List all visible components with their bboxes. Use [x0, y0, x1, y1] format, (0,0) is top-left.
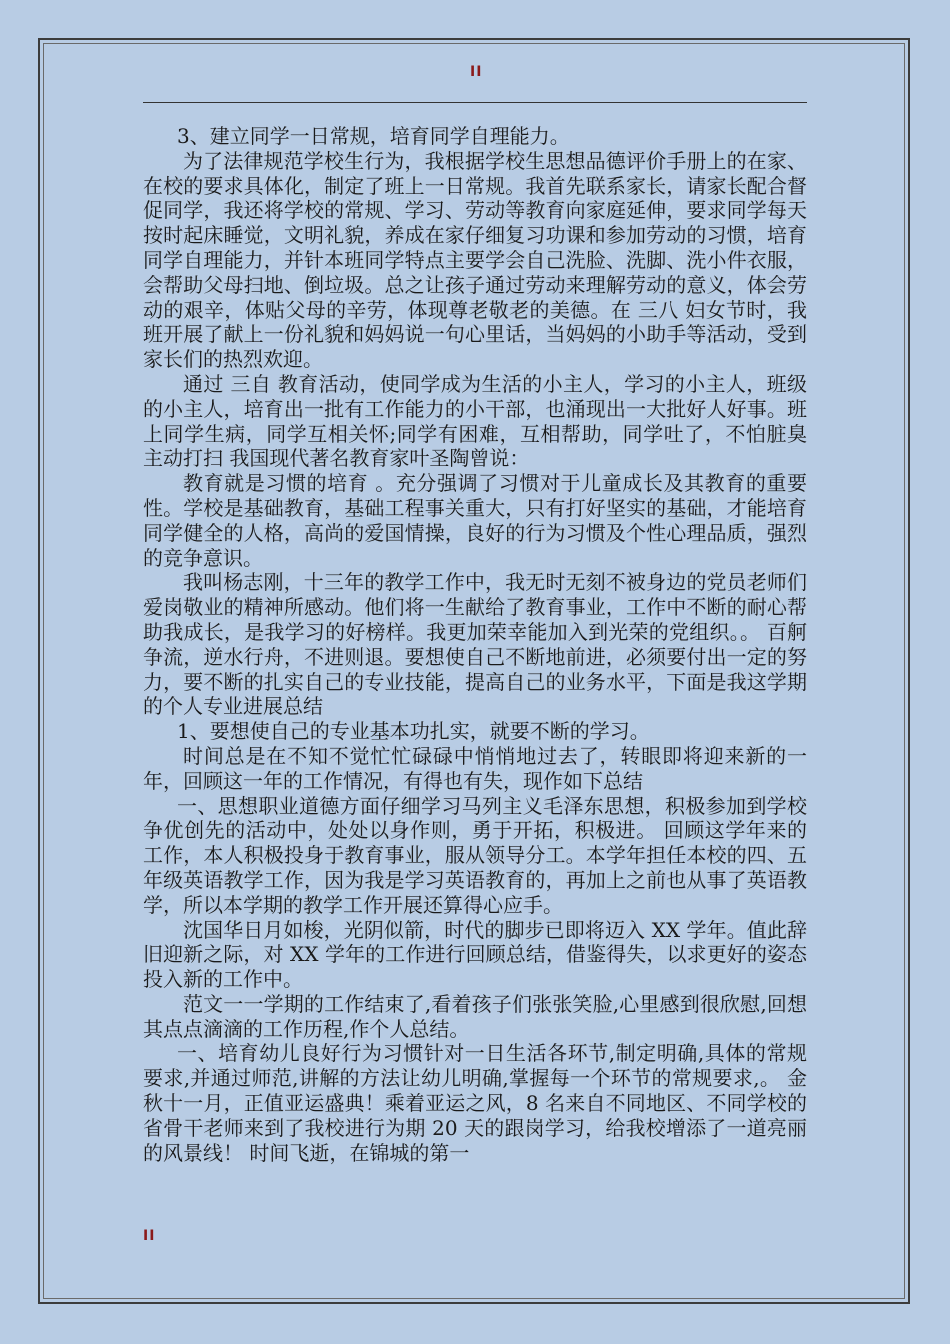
- paragraph: 沈国华日月如梭，光阴似箭，时代的脚步已即将迈入 XX 学年。值此辞旧迎新之际，对 XX 学年的工作进行回顾总结，借鉴得失，以求更好的姿态投入新的工作中。: [143, 917, 807, 992]
- paragraph: 一、培育幼儿良好行为习惯针对一日生活各环节,制定明确,具体的常规要求,并通过师范,讲解的方法让幼儿明确,掌握每一个环节的常规要求,。 金秋十一月，正值亚运盛典！乘着亚运之风，8 名来自不同地区、不同学校的省骨干老师来到了我校进行为期 20 天的跟岗学习，给我校增添了一道亮丽的风景线！ 时间飞逝，在锦城的第一: [143, 1041, 807, 1165]
- paragraph: 我叫杨志刚，十三年的教学工作中，我无时无刻不被身边的党员老师们爱岗敬业的精神所感动。他们将一生献给了教育事业，工作中不断的耐心帮助我成长，是我学习的好榜样。我更加荣幸能加入到光荣的党组织。。 百舸争流，逆水行舟，不进则退。要想使自己不断地前进，必须要付出一定的努力，要不断的扎实自己的专业技能，提高自己的业务水平，下面是我这学期的个人专业进展总结: [143, 570, 807, 719]
- header-mark: II: [470, 64, 483, 80]
- paragraph: 教育就是习惯的培育 。充分强调了习惯对于儿童成长及其教育的重要性。学校是基础教育，基础工程事关重大，只有打好坚实的基础，才能培育同学健全的人格，高尚的爱国情操，良好的行为习惯及个性心理品质，强烈的竞争意识。: [143, 471, 807, 570]
- footer-mark: II: [143, 1228, 156, 1244]
- header-rule: [143, 102, 807, 103]
- paragraph: 时间总是在不知不觉忙忙碌碌中悄悄地过去了，转眼即将迎来新的一年，回顾这一年的工作情况，有得也有失，现作如下总结: [143, 743, 807, 793]
- paragraph: 为了法律规范学校生行为，我根据学校生思想品德评价手册上的在家、在校的要求具体化，制定了班上一日常规。我首先联系家长，请家长配合督促同学，我还将学校的常规、学习、劳动等教育向家庭延伸，要求同学每天按时起床睡觉，文明礼貌，养成在家仔细复习功课和参加劳动的习惯，培育同学自理能力，并针本班同学特点主要学会自己洗脸、洗脚、洗小件衣服，会帮助父母扫地、倒垃圾。总之让孩子通过劳动来理解劳动的意义，体会劳动的艰辛，体贴父母的辛劳，体现尊老敬老的美德。在 三八 妇女节时，我班开展了献上一份礼貌和妈妈说一句心里话，当妈妈的小助手等活动，受到家长们的热烈欢迎。: [143, 148, 807, 372]
- paragraph: 通过 三自 教育活动，使同学成为生活的小主人，学习的小主人，班级的小主人，培育出一批有工作能力的小干部，也涌现出一大批好人好事。班上同学生病，同学互相关怀;同学有困难，互相帮助，同学吐了，不怕脏臭主动打扫 我国现代著名教育家叶圣陶曾说：: [143, 371, 807, 471]
- section-heading: 3、建立同学一日常规，培育同学自理能力。: [177, 124, 570, 148]
- paragraph: 一、思想职业道德方面仔细学习马列主义毛泽东思想，积极参加到学校争优创先的活动中，处处以身作则，勇于开拓，积极进。 回顾这学年来的工作，本人积极投身于教育事业，服从领导分工。本学年担任本校的四、五年级英语教学工作，因为我是学习英语教育的，再加上之前也从事了英语教学，所以本学期的教学工作开展还算得心应手。: [143, 793, 807, 917]
- paragraph: 范文一一学期的工作结束了,看着孩子们张张笑脸,心里感到很欣慰,回想其点点滴滴的工作历程,作个人总结。: [143, 991, 807, 1041]
- section-heading: 1、要想使自己的专业基本功扎实，就要不断的学习。: [177, 719, 650, 744]
- document-body: [143, 124, 807, 1165]
